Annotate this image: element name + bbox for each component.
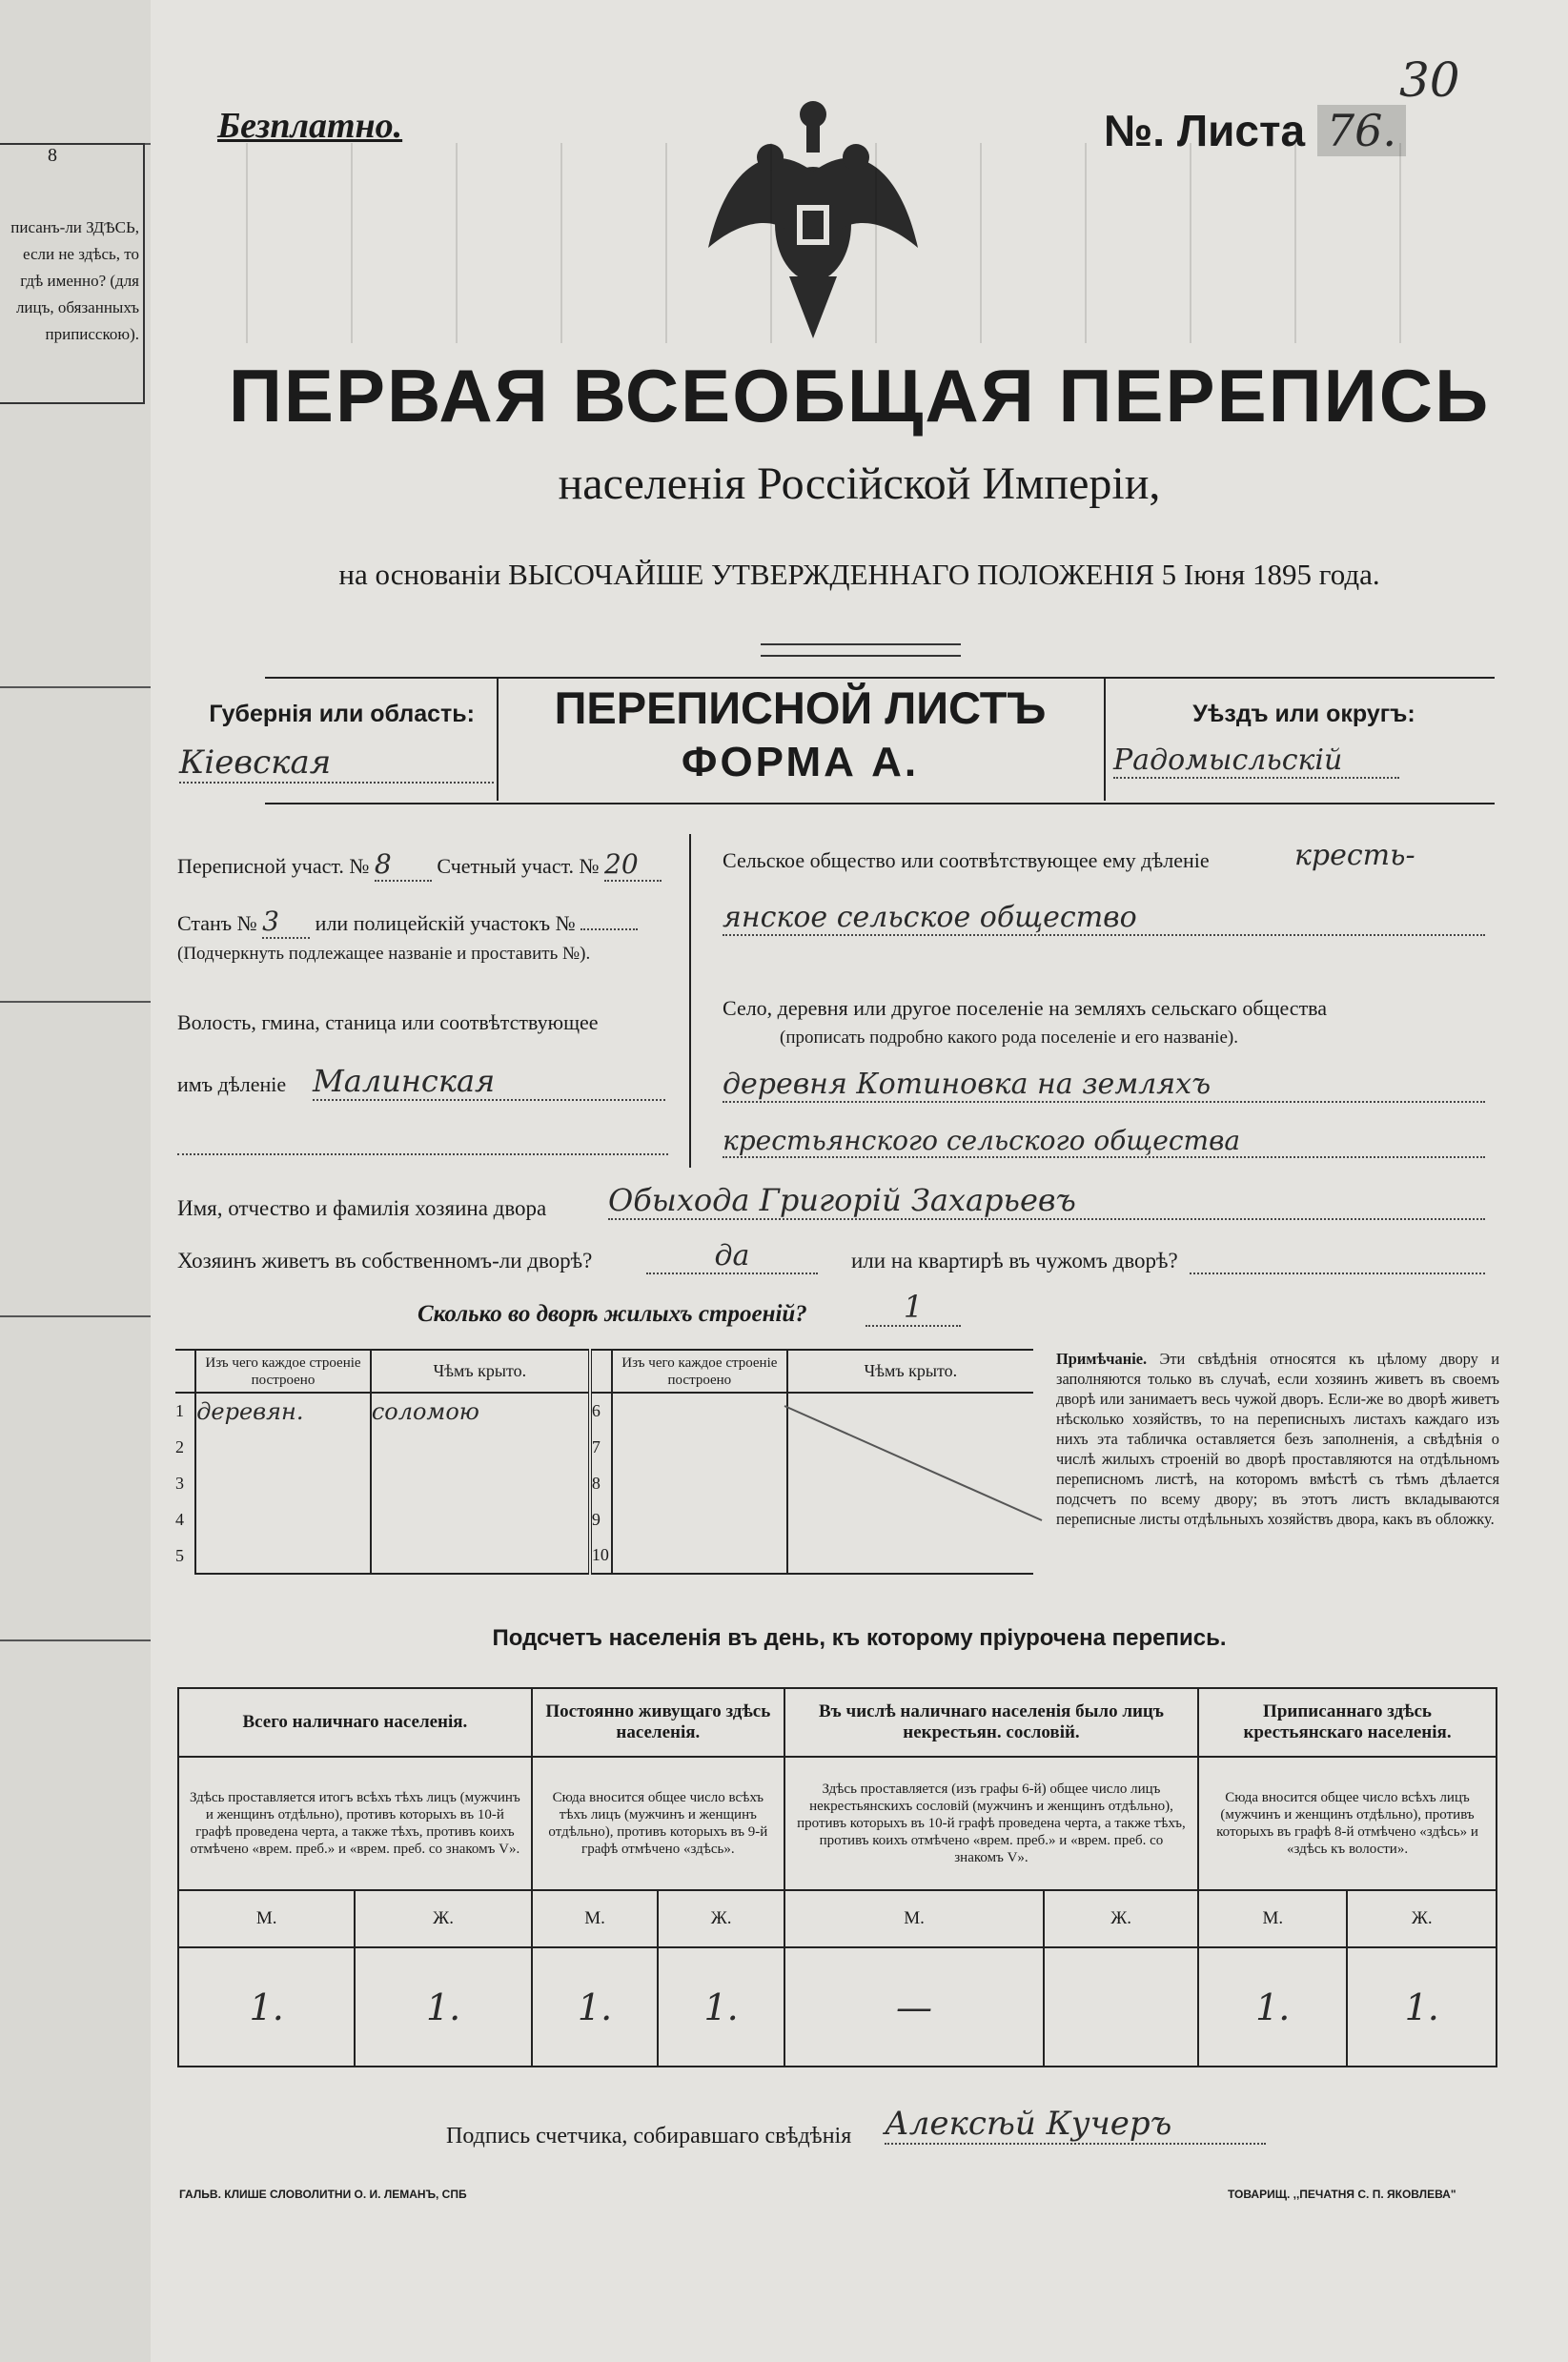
table-cell bbox=[612, 1393, 787, 1429]
province-value: Кіевская bbox=[179, 743, 494, 784]
village-label: Село, деревня или другое поселеніе на земляхъ сельскаго общества bbox=[723, 996, 1328, 1020]
note-title: Примѣчаніе. bbox=[1056, 1350, 1148, 1368]
counting-district-value: 20 bbox=[604, 848, 662, 882]
stan-row bbox=[177, 906, 682, 939]
table-cell bbox=[612, 1501, 787, 1537]
table-cell bbox=[612, 1465, 787, 1501]
permanent-male: 1. bbox=[532, 1947, 659, 2067]
subtitle: населенія Россійской Имперіи, bbox=[558, 458, 1161, 509]
female-label: Ж. bbox=[1347, 1890, 1497, 1947]
male-label: М. bbox=[784, 1890, 1044, 1947]
divider bbox=[0, 1315, 151, 1317]
row-number: 7 bbox=[590, 1429, 612, 1465]
row-number: 5 bbox=[175, 1545, 184, 1565]
male-label: М. bbox=[1198, 1890, 1347, 1947]
row-number: 3 bbox=[175, 1473, 184, 1493]
footer-left: ГАЛЬВ. КЛИШЕ СЛОВОЛИТНИ О. И. ЛЕМАНЪ, СПБ bbox=[179, 2188, 467, 2201]
table-row bbox=[175, 1537, 1033, 1574]
permanent-female: 1. bbox=[658, 1947, 784, 2067]
village-value-1: деревня Котиновка на земляхъ bbox=[723, 1068, 1485, 1103]
divider bbox=[0, 686, 151, 688]
frame-line bbox=[1104, 677, 1106, 801]
strike-through-mark bbox=[780, 1401, 1047, 1525]
roof-header-right: Чѣмъ крыто. bbox=[787, 1350, 1033, 1393]
row-number: 8 bbox=[590, 1465, 612, 1501]
table-cell bbox=[612, 1429, 787, 1465]
count-title: Подсчетъ населенія въ день, къ которому пріурочена перепись. bbox=[492, 1625, 1227, 1651]
registered-peasant-female: 1. bbox=[1347, 1947, 1497, 2067]
society-label: Сельское общество или соотвѣтствующее ему дѣленіе bbox=[723, 848, 1210, 872]
legal-basis: на основаніи ВЫСОЧАЙШЕ УТВЕРЖДЕННАГО ПОЛОЖЕНІЯ 5 Іюня 1895 года. bbox=[338, 558, 1380, 591]
registered-peasant-desc: Сюда вносится общее число всѣхъ лицъ (мужчинъ и женщинъ отдѣльно), противъ которыхъ въ графѣ 8-й отмѣчено «здѣсь» и «здѣсь къ волости». bbox=[1198, 1757, 1497, 1890]
row-number: 2 bbox=[175, 1436, 184, 1456]
non-peasant-male: — bbox=[784, 1947, 1044, 2067]
table-cell bbox=[371, 1537, 590, 1574]
district-value: Радомысльскій bbox=[1113, 743, 1399, 779]
row1-material: деревян. bbox=[195, 1393, 371, 1429]
census-district-label: Переписной участ. № bbox=[177, 854, 370, 878]
column-number: 8 bbox=[48, 145, 57, 166]
table-cell bbox=[175, 1350, 195, 1393]
table-cell bbox=[371, 1429, 590, 1465]
registered-peasant-header: Приписаннаго здѣсь крестьянскаго населенія. bbox=[1198, 1688, 1497, 1757]
table-cell bbox=[590, 1350, 612, 1393]
footer-right: ТОВАРИЩ. ,,ПЕЧАТНЯ С. П. ЯКОВЛЕВА" bbox=[1228, 2188, 1456, 2201]
fields-divider bbox=[689, 834, 691, 1168]
table-cell bbox=[195, 1465, 371, 1501]
counting-district-label: Счетный участ. № bbox=[437, 854, 600, 878]
police-blank bbox=[580, 928, 638, 930]
male-label: М. bbox=[532, 1890, 659, 1947]
free-label: Безплатно. bbox=[217, 106, 403, 146]
stan-label: Станъ № bbox=[177, 911, 257, 935]
non-peasant-header: Въ числѣ наличнаго населенія было лицъ некрестьян. сословій. bbox=[784, 1688, 1198, 1757]
village-note: (прописать подробно какого рода поселеніе и его названіе). bbox=[780, 1028, 1238, 1048]
material-header: Изъ чего каждое строеніе построено bbox=[195, 1350, 371, 1393]
police-label: или полицейскій участокъ № bbox=[315, 911, 576, 935]
census-district-value: 8 bbox=[375, 848, 432, 882]
archive-number: 30 bbox=[1399, 52, 1460, 108]
female-label: Ж. bbox=[658, 1890, 784, 1947]
signature-value: Алексѣй Кучеръ bbox=[885, 2105, 1266, 2145]
row-number: 10 bbox=[590, 1537, 612, 1574]
permanent-header: Постоянно живущаго здѣсь населенія. bbox=[532, 1688, 784, 1757]
census-sheet bbox=[151, 0, 1568, 2362]
divider bbox=[0, 1639, 151, 1641]
buildings-value: 1 bbox=[865, 1289, 961, 1327]
permanent-desc: Сюда вносится общее число всѣхъ тѣхъ лицъ (мужчинъ и женщинъ отдѣльно), противъ которыхъ въ 9-й графѣ отмѣчено «здѣсь». bbox=[532, 1757, 784, 1890]
registered-peasant-male: 1. bbox=[1198, 1947, 1347, 2067]
sheet-number-label-text: №. Листа bbox=[1104, 106, 1306, 155]
material-header-right: Изъ чего каждое строеніе построено bbox=[612, 1350, 787, 1393]
buildings-label: Сколько во дворѣ жилыхъ строеній? bbox=[417, 1301, 807, 1327]
show-through bbox=[246, 143, 1466, 343]
male-label: М. bbox=[178, 1890, 355, 1947]
rent-label: или на квартирѣ въ чужомъ дворѣ? bbox=[851, 1249, 1178, 1273]
total-present-header: Всего наличнаго населенія. bbox=[178, 1688, 532, 1757]
roof-header: Чѣмъ крыто. bbox=[371, 1350, 590, 1393]
sheet-number-value: 76. bbox=[1317, 105, 1406, 156]
rent-blank bbox=[1190, 1273, 1485, 1274]
total-present-female: 1. bbox=[355, 1947, 531, 2067]
row1-roof: соломою bbox=[371, 1393, 590, 1429]
row-number: 6 bbox=[590, 1393, 612, 1429]
female-label: Ж. bbox=[1044, 1890, 1198, 1947]
row-number: 4 bbox=[175, 1509, 184, 1529]
total-present-desc: Здѣсь проставляется итогъ всѣхъ тѣхъ лицъ (мужчинъ и женщинъ отдѣльно), противъ которыхъ въ 10-й графѣ проведена черта, а также тѣхъ, противъ коихъ отмѣчено «врем. преб.» и «врем. преб. со знакомъ V». bbox=[178, 1757, 532, 1890]
previous-page-edge bbox=[0, 0, 153, 2362]
underline-note: (Подчеркнуть подлежащее названіе и проставить №). bbox=[177, 944, 591, 964]
signature-label: Подпись счетчика, собиравшаго свѣдѣнія bbox=[446, 2124, 852, 2148]
table-cell bbox=[195, 1501, 371, 1537]
table-cell bbox=[195, 1429, 371, 1465]
stan-value: 3 bbox=[262, 906, 310, 939]
row-number: 9 bbox=[590, 1501, 612, 1537]
volost-blank-line bbox=[177, 1153, 668, 1155]
ornament-divider bbox=[761, 643, 961, 657]
own-yard-value: да bbox=[646, 1239, 818, 1274]
note-block bbox=[1056, 1349, 1499, 1529]
volost-label: Волость, гмина, станица или соотвѣтствующее bbox=[177, 1010, 599, 1034]
table-cell bbox=[195, 1537, 371, 1574]
main-title: ПЕРВАЯ ВСЕОБЩАЯ ПЕРЕПИСЬ bbox=[228, 354, 1491, 438]
note-text: Эти свѣдѣнія относятся къ цѣлому двору и заполняются только въ случаѣ, если хозяинъ живетъ въ своемъ дворѣ или занимаетъ весь чужой дворъ. Если-же во дворѣ живетъ нѣсколько хозяйствъ, то на переписныхъ листахъ каждаго изъ нихъ эта табличка оставляется безъ заполненія, а свѣдѣнія о числѣ жилыхъ строеній во дворѣ проставляются на отдѣльномъ переписномъ листѣ, на которомъ вмѣстѣ съ тѣмъ дѣлается подсчетъ по всему двору; въ этотъ листъ вкладываются переписные листы отдѣльныхъ хозяйствъ двора, какъ въ обложку. bbox=[1056, 1350, 1499, 1528]
province-label: Губернія или область: bbox=[209, 701, 475, 727]
sheet-title: ПЕРЕПИСНОЙ ЛИСТЪ bbox=[554, 682, 1047, 733]
table-cell bbox=[787, 1537, 1033, 1574]
own-yard-label: Хозяинъ живетъ въ собственномъ-ли дворѣ? bbox=[177, 1249, 593, 1273]
table-cell bbox=[371, 1465, 590, 1501]
table-cell bbox=[612, 1537, 787, 1574]
census-district-row bbox=[177, 848, 682, 882]
district-label: Уѣздъ или округъ: bbox=[1192, 701, 1415, 727]
non-peasant-desc: Здѣсь проставляется (изъ графы 6-й) общее число лицъ некрестьянскихъ сословій (мужчинъ и женщинъ отдѣльно), противъ которыхъ въ 10-й графѣ проведена черта, а также тѣхъ, противъ коихъ отмѣчено «врем. преб.» и «врем. преб. со знакомъ V». bbox=[784, 1757, 1198, 1890]
total-present-male: 1. bbox=[178, 1947, 355, 2067]
row-number: 1 bbox=[175, 1401, 184, 1420]
society-value-1: кресть- bbox=[1294, 839, 1415, 872]
owner-value: Обыхода Григорій Захарьевъ bbox=[608, 1182, 1485, 1220]
village-value-2: крестьянского сельского общества bbox=[723, 1125, 1485, 1158]
volost-label-2: имъ дѣленіе bbox=[177, 1072, 287, 1096]
table-cell bbox=[371, 1501, 590, 1537]
population-count-table bbox=[177, 1687, 1497, 2067]
non-peasant-female bbox=[1044, 1947, 1198, 2067]
society-value-2: янское сельское общество bbox=[723, 901, 1485, 936]
volost-value: Малинская bbox=[313, 1063, 665, 1101]
owner-label: Имя, отчество и фамилія хозяина двора bbox=[177, 1196, 547, 1220]
column-header-text: писанъ-ли ЗДѢСЬ, если не здѣсь, то гдѣ именно? (для лицъ, обязанныхъ приписскою). bbox=[10, 218, 139, 343]
female-label: Ж. bbox=[355, 1890, 531, 1947]
divider bbox=[0, 1001, 151, 1003]
form-name: ФОРМА А. bbox=[681, 739, 920, 785]
